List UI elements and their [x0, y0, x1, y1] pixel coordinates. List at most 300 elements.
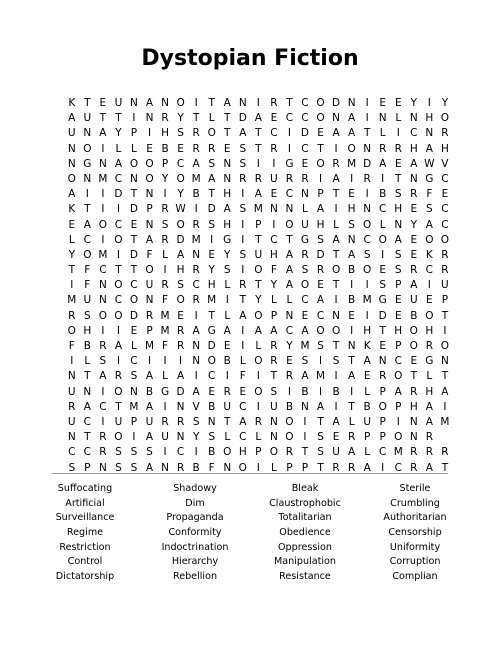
grid-letter: U: [161, 431, 169, 444]
grid-letter: T: [84, 97, 91, 109]
grid-letter: I: [443, 324, 447, 337]
grid-letter: C: [363, 233, 371, 246]
grid-letter: A: [316, 400, 325, 413]
grid-letter: O: [425, 309, 434, 322]
word-list-item: Propaganda: [166, 512, 224, 524]
grid-letter: N: [98, 461, 107, 474]
grid-letter: O: [285, 431, 294, 444]
grid-letter: N: [192, 355, 201, 368]
grid-letter: A: [114, 340, 122, 352]
grid-letter: R: [192, 294, 200, 307]
grid-letter: I: [350, 172, 354, 185]
grid-letter: A: [348, 248, 356, 261]
grid-row: [64, 172, 453, 187]
grid-letter: I: [179, 355, 183, 368]
grid-letter: I: [241, 264, 245, 277]
grid-letter: H: [409, 142, 418, 155]
grid-letter: N: [83, 172, 92, 185]
word-list-row: [30, 541, 470, 556]
grid-letter: L: [84, 355, 91, 368]
grid-letter: R: [192, 264, 200, 277]
word-list-item: Complian: [392, 571, 438, 583]
grid-row: [64, 111, 453, 126]
grid-letter: L: [131, 142, 137, 155]
grid-letter: O: [316, 97, 325, 109]
grid-letter: S: [177, 279, 184, 292]
word-list-item: Censorship: [388, 527, 442, 539]
grid-letter: T: [208, 188, 215, 201]
grid-letter: M: [98, 172, 108, 185]
grid-letter: L: [224, 309, 231, 322]
grid-letter: R: [285, 370, 294, 383]
grid-letter: D: [316, 248, 325, 261]
grid-letter: M: [393, 446, 403, 459]
grid-letter: E: [208, 248, 216, 261]
grid-letter: N: [145, 294, 154, 307]
grid-letter: O: [254, 355, 263, 368]
divider: [52, 473, 448, 474]
grid-letter: I: [396, 127, 400, 140]
grid-letter: L: [379, 127, 386, 140]
grid-letter: T: [332, 279, 340, 292]
grid-row: [64, 202, 453, 217]
grid-letter: H: [207, 279, 216, 292]
grid-letter: Y: [410, 218, 418, 231]
grid-letter: A: [379, 157, 387, 170]
grid-letter: P: [301, 461, 309, 474]
grid-letter: C: [441, 218, 449, 231]
grid-letter: E: [410, 248, 418, 261]
grid-letter: I: [365, 279, 369, 292]
grid-letter: R: [425, 340, 433, 352]
grid-letter: P: [379, 385, 386, 398]
word-list-row: [30, 497, 470, 512]
grid-letter: C: [285, 188, 294, 201]
grid-letter: E: [301, 309, 309, 322]
grid-letter: T: [286, 233, 293, 246]
grid-letter: D: [129, 248, 138, 261]
grid-letter: P: [161, 157, 169, 170]
grid-letter: O: [254, 264, 263, 277]
grid-letter: A: [145, 400, 154, 413]
grid-letter: U: [363, 415, 371, 428]
grid-row: [64, 263, 453, 278]
grid-letter: C: [301, 294, 309, 307]
grid-letter: H: [440, 142, 449, 155]
grid-letter: V: [192, 400, 200, 413]
grid-letter: N: [145, 112, 154, 125]
page-title: Dystopian Fiction: [141, 46, 359, 71]
word-list-item: Corruption: [389, 556, 441, 568]
grid-letter: N: [332, 309, 340, 322]
grid-letter: I: [85, 188, 89, 201]
grid-letter: O: [316, 324, 325, 337]
grid-letter: E: [223, 340, 231, 352]
grid-letter: T: [332, 188, 340, 201]
grid-letter: S: [301, 355, 309, 368]
grid-row: [64, 218, 453, 233]
grid-letter: A: [425, 218, 433, 231]
grid-letter: S: [394, 248, 402, 261]
grid-letter: E: [410, 355, 418, 368]
grid-letter: H: [394, 324, 403, 337]
grid-letter: U: [67, 415, 76, 428]
word-list-item: Conformity: [168, 527, 222, 539]
grid-letter: I: [427, 97, 431, 109]
grid-letter: P: [130, 127, 138, 140]
grid-letter: H: [223, 188, 232, 201]
grid-letter: H: [363, 324, 372, 337]
grid-letter: A: [441, 385, 449, 398]
letter-grid: [64, 96, 453, 476]
word-list-item: Crumbling: [390, 497, 440, 509]
grid-letter: R: [441, 248, 449, 261]
grid-letter: F: [84, 279, 91, 292]
grid-letter: P: [130, 415, 138, 428]
grid-letter: N: [98, 157, 107, 170]
grid-letter: I: [225, 370, 229, 383]
grid-letter: L: [255, 340, 262, 352]
grid-letter: B: [348, 294, 356, 307]
grid-letter: O: [176, 294, 185, 307]
grid-letter: N: [83, 127, 92, 140]
grid-letter: T: [317, 415, 324, 428]
grid-letter: O: [440, 112, 450, 125]
grid-letter: D: [300, 127, 310, 140]
grid-letter: Y: [192, 431, 200, 444]
grid-letter: O: [176, 97, 185, 109]
grid-letter: P: [84, 461, 91, 474]
grid-letter: I: [334, 370, 338, 383]
grid-letter: I: [101, 385, 105, 398]
grid-letter: S: [115, 461, 122, 474]
grid-letter: A: [114, 157, 122, 170]
grid-letter: U: [145, 415, 154, 428]
grid-letter: T: [301, 446, 309, 459]
word-list-item: Oppression: [278, 541, 332, 553]
grid-row: [64, 293, 453, 308]
grid-letter: L: [364, 385, 371, 398]
grid-letter: N: [440, 355, 449, 368]
grid-letter: R: [316, 264, 325, 277]
grid-letter: L: [348, 415, 355, 428]
grid-letter: U: [332, 446, 340, 459]
grid-letter: O: [98, 309, 107, 322]
grid-letter: O: [347, 142, 356, 155]
grid-letter: W: [175, 203, 186, 216]
grid-letter: N: [223, 172, 232, 185]
grid-letter: D: [176, 233, 185, 246]
grid-letter: E: [286, 355, 293, 368]
grid-letter: I: [256, 157, 260, 170]
grid-letter: I: [225, 294, 229, 307]
grid-letter: I: [365, 309, 369, 322]
grid-letter: I: [241, 218, 245, 231]
grid-letter: A: [301, 370, 309, 383]
grid-letter: R: [441, 127, 449, 140]
grid-letter: S: [83, 309, 91, 322]
grid-letter: A: [410, 157, 418, 170]
grid-letter: I: [147, 127, 152, 140]
grid-letter: R: [68, 400, 76, 413]
grid-letter: E: [270, 188, 278, 201]
grid-letter: E: [301, 157, 309, 170]
grid-letter: I: [365, 97, 369, 109]
grid-letter: O: [409, 324, 418, 337]
grid-row: [64, 157, 453, 172]
grid-letter: A: [254, 112, 262, 125]
grid-letter: S: [208, 218, 216, 231]
grid-letter: T: [130, 264, 138, 277]
grid-letter: B: [285, 400, 294, 413]
word-list-item: Authoritarian: [383, 512, 447, 524]
grid-letter: T: [115, 400, 122, 413]
grid-letter: R: [161, 203, 169, 216]
grid-letter: O: [145, 157, 154, 170]
grid-letter: I: [256, 370, 260, 383]
grid-letter: I: [116, 248, 120, 261]
grid-letter: U: [441, 279, 449, 292]
grid-letter: F: [208, 461, 215, 474]
grid-letter: C: [441, 203, 449, 216]
grid-letter: A: [239, 415, 247, 428]
grid-letter: N: [67, 142, 76, 155]
grid-letter: E: [410, 233, 418, 246]
grid-letter: R: [161, 415, 169, 428]
grid-letter: A: [394, 385, 402, 398]
grid-letter: T: [348, 355, 355, 368]
grid-letter: B: [410, 309, 418, 322]
grid-letter: E: [177, 142, 184, 155]
grid-letter: S: [146, 446, 153, 459]
grid-letter: S: [177, 127, 184, 140]
grid-letter: N: [347, 233, 356, 246]
grid-letter: N: [285, 309, 294, 322]
grid-row: [64, 187, 453, 202]
grid-letter: R: [270, 97, 278, 109]
grid-letter: I: [396, 415, 400, 428]
grid-letter: B: [83, 340, 91, 352]
grid-letter: I: [132, 112, 136, 125]
grid-letter: S: [301, 264, 309, 277]
grid-letter: R: [114, 370, 123, 383]
grid-letter: O: [440, 233, 450, 246]
grid-letter: A: [332, 127, 340, 140]
grid-letter: N: [378, 112, 387, 125]
grid-letter: N: [347, 97, 356, 109]
grid-letter: G: [83, 157, 92, 170]
grid-letter: W: [424, 157, 435, 170]
grid-letter: S: [379, 279, 387, 292]
grid-letter: O: [207, 355, 216, 368]
grid-letter: H: [425, 385, 434, 398]
grid-letter: O: [145, 264, 154, 277]
grid-letter: A: [177, 370, 185, 383]
grid-letter: R: [301, 248, 309, 261]
grid-row: [64, 309, 453, 324]
grid-letter: E: [348, 188, 355, 201]
grid-letter: G: [378, 294, 387, 307]
grid-letter: R: [270, 142, 278, 155]
grid-letter: H: [161, 127, 169, 140]
grid-letter: C: [239, 400, 247, 413]
grid-letter: I: [132, 431, 136, 444]
grid-letter: T: [255, 233, 262, 246]
grid-letter: R: [161, 279, 169, 292]
grid-letter: L: [239, 355, 246, 368]
grid-letter: L: [426, 370, 433, 383]
grid-letter: I: [101, 188, 105, 201]
grid-letter: R: [347, 431, 356, 444]
grid-letter: E: [379, 97, 387, 109]
grid-letter: V: [441, 157, 449, 170]
grid-letter: H: [176, 264, 185, 277]
grid-letter: I: [381, 461, 385, 474]
grid-letter: R: [145, 309, 154, 322]
grid-letter: C: [99, 400, 107, 413]
grid-letter: R: [239, 172, 247, 185]
grid-letter: T: [239, 294, 246, 307]
grid-letter: A: [254, 188, 262, 201]
grid-letter: U: [67, 127, 76, 140]
grid-letter: O: [394, 431, 403, 444]
grid-letter: E: [317, 279, 324, 292]
grid-letter: P: [286, 461, 293, 474]
grid-letter: A: [177, 248, 185, 261]
grid-letter: U: [301, 218, 309, 231]
grid-letter: N: [363, 142, 372, 155]
grid-letter: I: [272, 218, 276, 231]
grid-row: [64, 339, 453, 354]
grid-letter: R: [379, 370, 387, 383]
grid-letter: N: [130, 97, 138, 109]
grid-letter: I: [334, 294, 338, 307]
grid-letter: S: [161, 218, 169, 231]
grid-letter: Y: [177, 188, 184, 201]
grid-letter: I: [194, 97, 198, 109]
grid-letter: I: [194, 446, 198, 459]
grid-letter: S: [426, 203, 433, 216]
grid-letter: S: [317, 446, 324, 459]
grid-letter: I: [350, 385, 354, 398]
grid-letter: A: [145, 233, 154, 246]
grid-letter: R: [441, 446, 449, 459]
grid-letter: C: [208, 370, 216, 383]
grid-letter: B: [301, 385, 309, 398]
grid-letter: T: [84, 370, 91, 383]
grid-letter: P: [255, 218, 262, 231]
grid-letter: B: [208, 400, 216, 413]
grid-letter: S: [68, 461, 76, 474]
grid-letter: E: [348, 309, 355, 322]
grid-letter: O: [363, 218, 372, 231]
grid-letter: R: [161, 112, 169, 125]
grid-letter: L: [270, 461, 277, 474]
word-list-item: Resistance: [279, 571, 331, 583]
grid-letter: E: [208, 385, 216, 398]
grid-letter: M: [191, 172, 201, 185]
grid-letter: A: [192, 385, 200, 398]
grid-letter: Y: [115, 127, 122, 140]
grid-letter: N: [409, 431, 418, 444]
grid-letter: E: [130, 218, 138, 231]
grid-letter: I: [163, 355, 167, 368]
grid-letter: S: [394, 188, 402, 201]
grid-letter: I: [318, 385, 323, 398]
grid-letter: E: [270, 112, 278, 125]
grid-letter: A: [425, 461, 433, 474]
grid-letter: I: [318, 172, 323, 185]
grid-letter: Y: [68, 248, 75, 261]
grid-letter: I: [334, 142, 338, 155]
grid-letter: N: [130, 172, 138, 185]
grid-letter: A: [285, 248, 294, 261]
grid-letter: R: [192, 218, 200, 231]
grid-letter: N: [67, 370, 76, 383]
grid-letter: S: [332, 355, 340, 368]
word-list-item: Obedience: [279, 527, 331, 539]
grid-letter: U: [114, 97, 123, 109]
grid-letter: U: [254, 248, 263, 261]
grid-letter: I: [318, 355, 323, 368]
grid-letter: C: [83, 233, 91, 246]
grid-letter: I: [303, 431, 307, 444]
grid-row: [64, 233, 453, 248]
grid-letter: A: [192, 157, 200, 170]
grid-letter: L: [162, 370, 168, 383]
grid-letter: P: [395, 340, 402, 352]
word-list-item: Totalitarian: [278, 512, 332, 524]
grid-letter: A: [208, 172, 216, 185]
grid-letter: O: [67, 172, 76, 185]
grid-letter: O: [83, 248, 92, 261]
grid-letter: O: [83, 142, 92, 155]
grid-letter: H: [269, 248, 278, 261]
grid-letter: T: [224, 112, 231, 125]
grid-letter: N: [67, 157, 76, 170]
grid-letter: A: [348, 127, 356, 140]
grid-letter: E: [239, 385, 247, 398]
grid-letter: P: [395, 400, 402, 413]
grid-row: [64, 445, 453, 460]
grid-letter: H: [316, 218, 325, 231]
grid-letter: R: [176, 415, 185, 428]
grid-letter: F: [426, 188, 433, 201]
grid-letter: T: [317, 142, 324, 155]
grid-letter: A: [348, 370, 356, 383]
grid-letter: L: [131, 340, 137, 352]
grid-letter: B: [332, 385, 340, 398]
grid-letter: L: [270, 294, 277, 307]
grid-letter: A: [192, 324, 200, 337]
grid-letter: D: [363, 157, 372, 170]
grid-letter: I: [241, 188, 245, 201]
grid-letter: A: [68, 188, 76, 201]
grid-letter: G: [285, 157, 294, 170]
grid-letter: B: [223, 355, 231, 368]
grid-letter: I: [350, 324, 354, 337]
grid-letter: M: [207, 294, 217, 307]
grid-letter: A: [332, 415, 340, 428]
grid-letter: S: [317, 340, 324, 352]
word-list-item: Suffocating: [57, 483, 113, 494]
grid-letter: N: [378, 355, 387, 368]
grid-letter: O: [176, 218, 185, 231]
grid-letter: C: [83, 446, 91, 459]
grid-letter: I: [350, 279, 354, 292]
word-list-row: [30, 570, 470, 585]
grid-row: [64, 415, 453, 430]
